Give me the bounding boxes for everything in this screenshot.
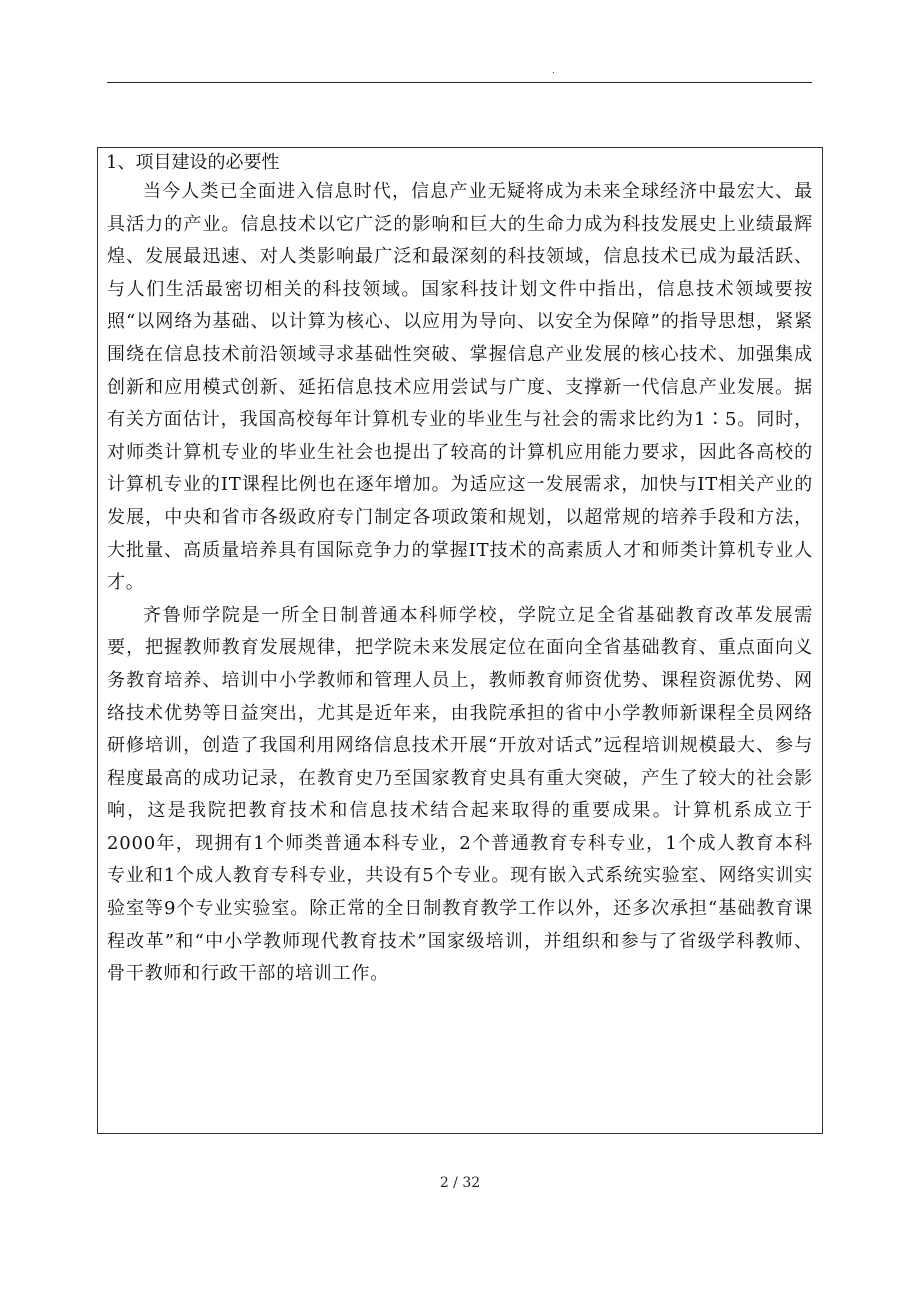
section-body — [107, 176, 813, 991]
section-heading: 1、项目建设的必要性 — [106, 152, 280, 173]
paragraph-1: 当今人类已全面进入信息时代，信息产业无疑将成为未来全球经济中最宏大、最具活力的产业。信息技术以它广泛的影响和巨大的生命力成为科技发展史上业绩最辉煌、发展最迅速、对人类影响最广泛和最深刻的科技领域，信息技术已成为最活跃、与人们生活最密切相关的科技领域。国家科技计划文件中指出，信息技术领域要按照“以网络为基础、以计算为核心、以应用为导向、以安全为保障”的指导思想，紧紧围绕在信息技术前沿领域寻求基础性突破、掌握信息产业发展的核心技术、加强集成创新和应用模式创新、延拓信息技术应用尝试与广度、支撑新一代信息产业发展。据有关方面估计，我国高校每年计算机专业的毕业生与社会的需求比约为1∶5。同时，对师类计算机专业的毕业生社会也提出了较高的计算机应用能力要求，因此各高校的计算机专业的IT课程比例也在逐年增加。为适应这一发展需求，加快与IT相关产业的发展，中央和省市各级政府专门制定各项政策和规划，以超常规的培养手段和方法，大批量、高质量培养具有国际竞争力的掌握IT技术的高素质人才和师类计算机专业人才。 — [107, 181, 813, 594]
header-rule — [107, 82, 812, 83]
content-table-cell — [97, 147, 823, 1134]
page-number: 2 / 32 — [439, 1175, 481, 1191]
header-mark: . — [552, 66, 555, 76]
paragraph-2: 齐鲁师学院是一所全日制普通本科师学校，学院立足全省基础教育改革发展需要，把握教师教育发展规律，把学院未来发展定位在面向全省基础教育、重点面向义务教育培养、培训中小学教师和管理人员上，教师教育师资优势、课程资源优势、网络技术优势等日益突出，尤其是近年来，由我院承担的省中小学教师新课程全员网络研修培训，创造了我国利用网络信息技术开展“开放对话式”远程培训规模最大、参与程度最高的成功记录，在教育史乃至国家教育史具有重大突破，产生了较大的社会影响，这是我院把教育技术和信息技术结合起来取得的重要成果。计算机系成立于2000年，现拥有1个师类普通本科专业，2个普通教育专科专业，1个成人教育本科专业和1个成人教育专科专业，共设有5个专业。现有嵌入式系统实验室、网络实训实验室等9个专业实验室。除正常的全日制教育教学工作以外，还多次承担“基础教育课程改革”和“中小学教师现代教育技术”国家级培训，并组织和参与了省级学科教师、骨干教师和行政干部的培训工作。 — [107, 604, 813, 985]
